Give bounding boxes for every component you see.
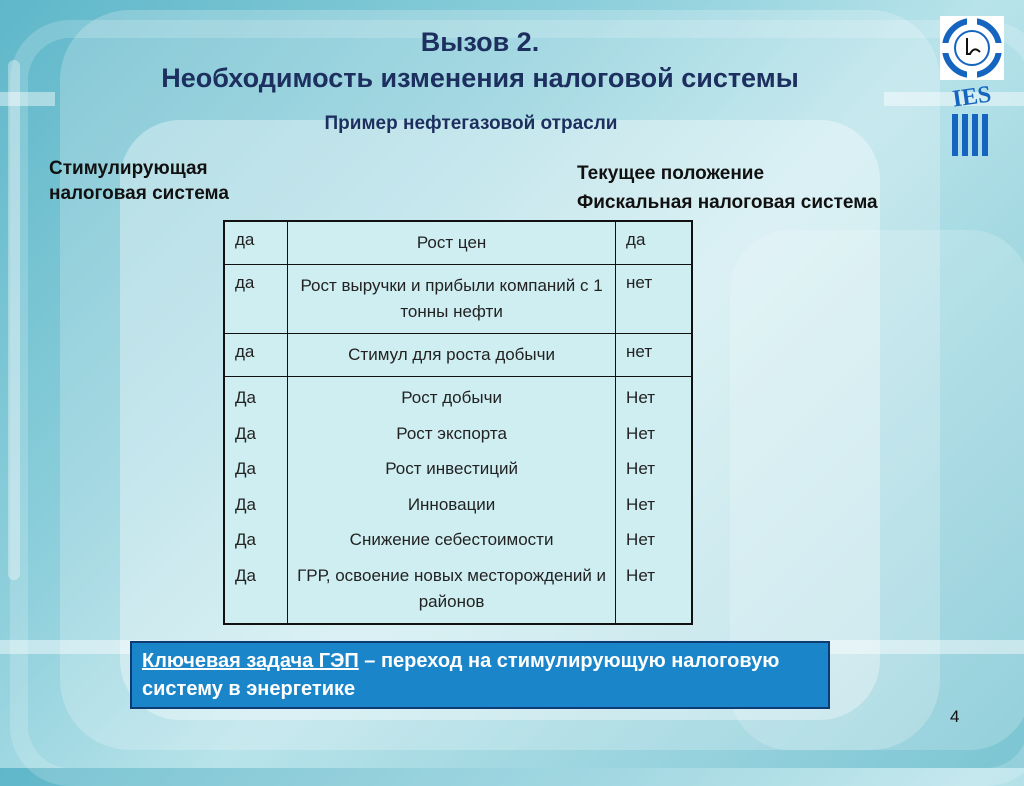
- right-heading-line2: Фискальная налоговая система: [577, 192, 878, 213]
- key-task-label: Ключевая задача ГЭП: [142, 650, 359, 672]
- group-middle-value: Рост экспорта: [396, 423, 507, 443]
- left-column-heading: [49, 156, 229, 206]
- group-middle-value: Рост инвестиций: [385, 459, 518, 478]
- background-bar: [8, 60, 20, 580]
- table-cell-middle: Рост выручки и прибыли компаний с 1 тонны нефти: [288, 265, 616, 334]
- table-cell-right: нет: [616, 334, 692, 377]
- table-row: [224, 221, 692, 265]
- table-cell-right-group: [616, 377, 692, 624]
- table-cell-left: да: [224, 334, 288, 377]
- table-cell-right: нет: [616, 265, 692, 334]
- background-bar: [824, 640, 1024, 654]
- left-heading-line1: Стимулирующая: [49, 158, 208, 179]
- table-row-group: [224, 377, 692, 624]
- table-cell-middle: Рост цен: [288, 221, 616, 265]
- group-left-value: Да: [235, 388, 256, 407]
- right-column-heading: [577, 159, 878, 217]
- table-cell-left: да: [224, 265, 288, 334]
- slide-title-line2: Необходимость изменения налоговой системы: [161, 63, 799, 93]
- group-right-value: Нет: [626, 459, 655, 478]
- group-left-value: Да: [235, 565, 256, 585]
- group-middle-value: ГРР, освоение новых месторождений и районов: [297, 565, 607, 611]
- group-middle-value: Инновации: [407, 494, 496, 514]
- group-right-value: Нет: [626, 388, 655, 407]
- right-heading-line1: Текущее положение: [577, 163, 765, 184]
- group-right-value: Нет: [626, 423, 655, 443]
- group-left-value: Да: [235, 494, 256, 514]
- comparison-table: [223, 220, 693, 625]
- table-cell-left: да: [224, 221, 288, 265]
- table-row: [224, 265, 692, 334]
- group-middle-value: Рост добычи: [401, 388, 502, 407]
- left-heading-line2: налоговая система: [49, 183, 229, 204]
- table-row: [224, 334, 692, 377]
- key-task-text: – переход на стимулирующую налоговую систему в энергетике: [142, 650, 780, 700]
- table-cell-middle-group: [288, 377, 616, 624]
- group-left-value: Да: [235, 459, 256, 478]
- table-cell-left-group: [224, 377, 288, 624]
- group-left-value: Да: [235, 423, 256, 443]
- page-number: 4: [950, 707, 960, 726]
- ies-logo-icon: [940, 16, 1004, 158]
- group-left-value: Да: [235, 530, 256, 549]
- group-right-value: Нет: [626, 530, 655, 549]
- slide-title-line1: Вызов 2.: [420, 27, 540, 57]
- group-right-value: Нет: [626, 565, 655, 585]
- group-right-value: Нет: [626, 494, 655, 514]
- key-task-box: [130, 641, 830, 709]
- table-cell-middle: Стимул для роста добычи: [288, 334, 616, 377]
- ies-logo-text: IES: [950, 81, 993, 113]
- slide-subtitle: Пример нефтегазовой отрасли: [324, 113, 618, 134]
- group-middle-value: Снижение себестоимости: [349, 530, 554, 549]
- table-cell-right: да: [616, 221, 692, 265]
